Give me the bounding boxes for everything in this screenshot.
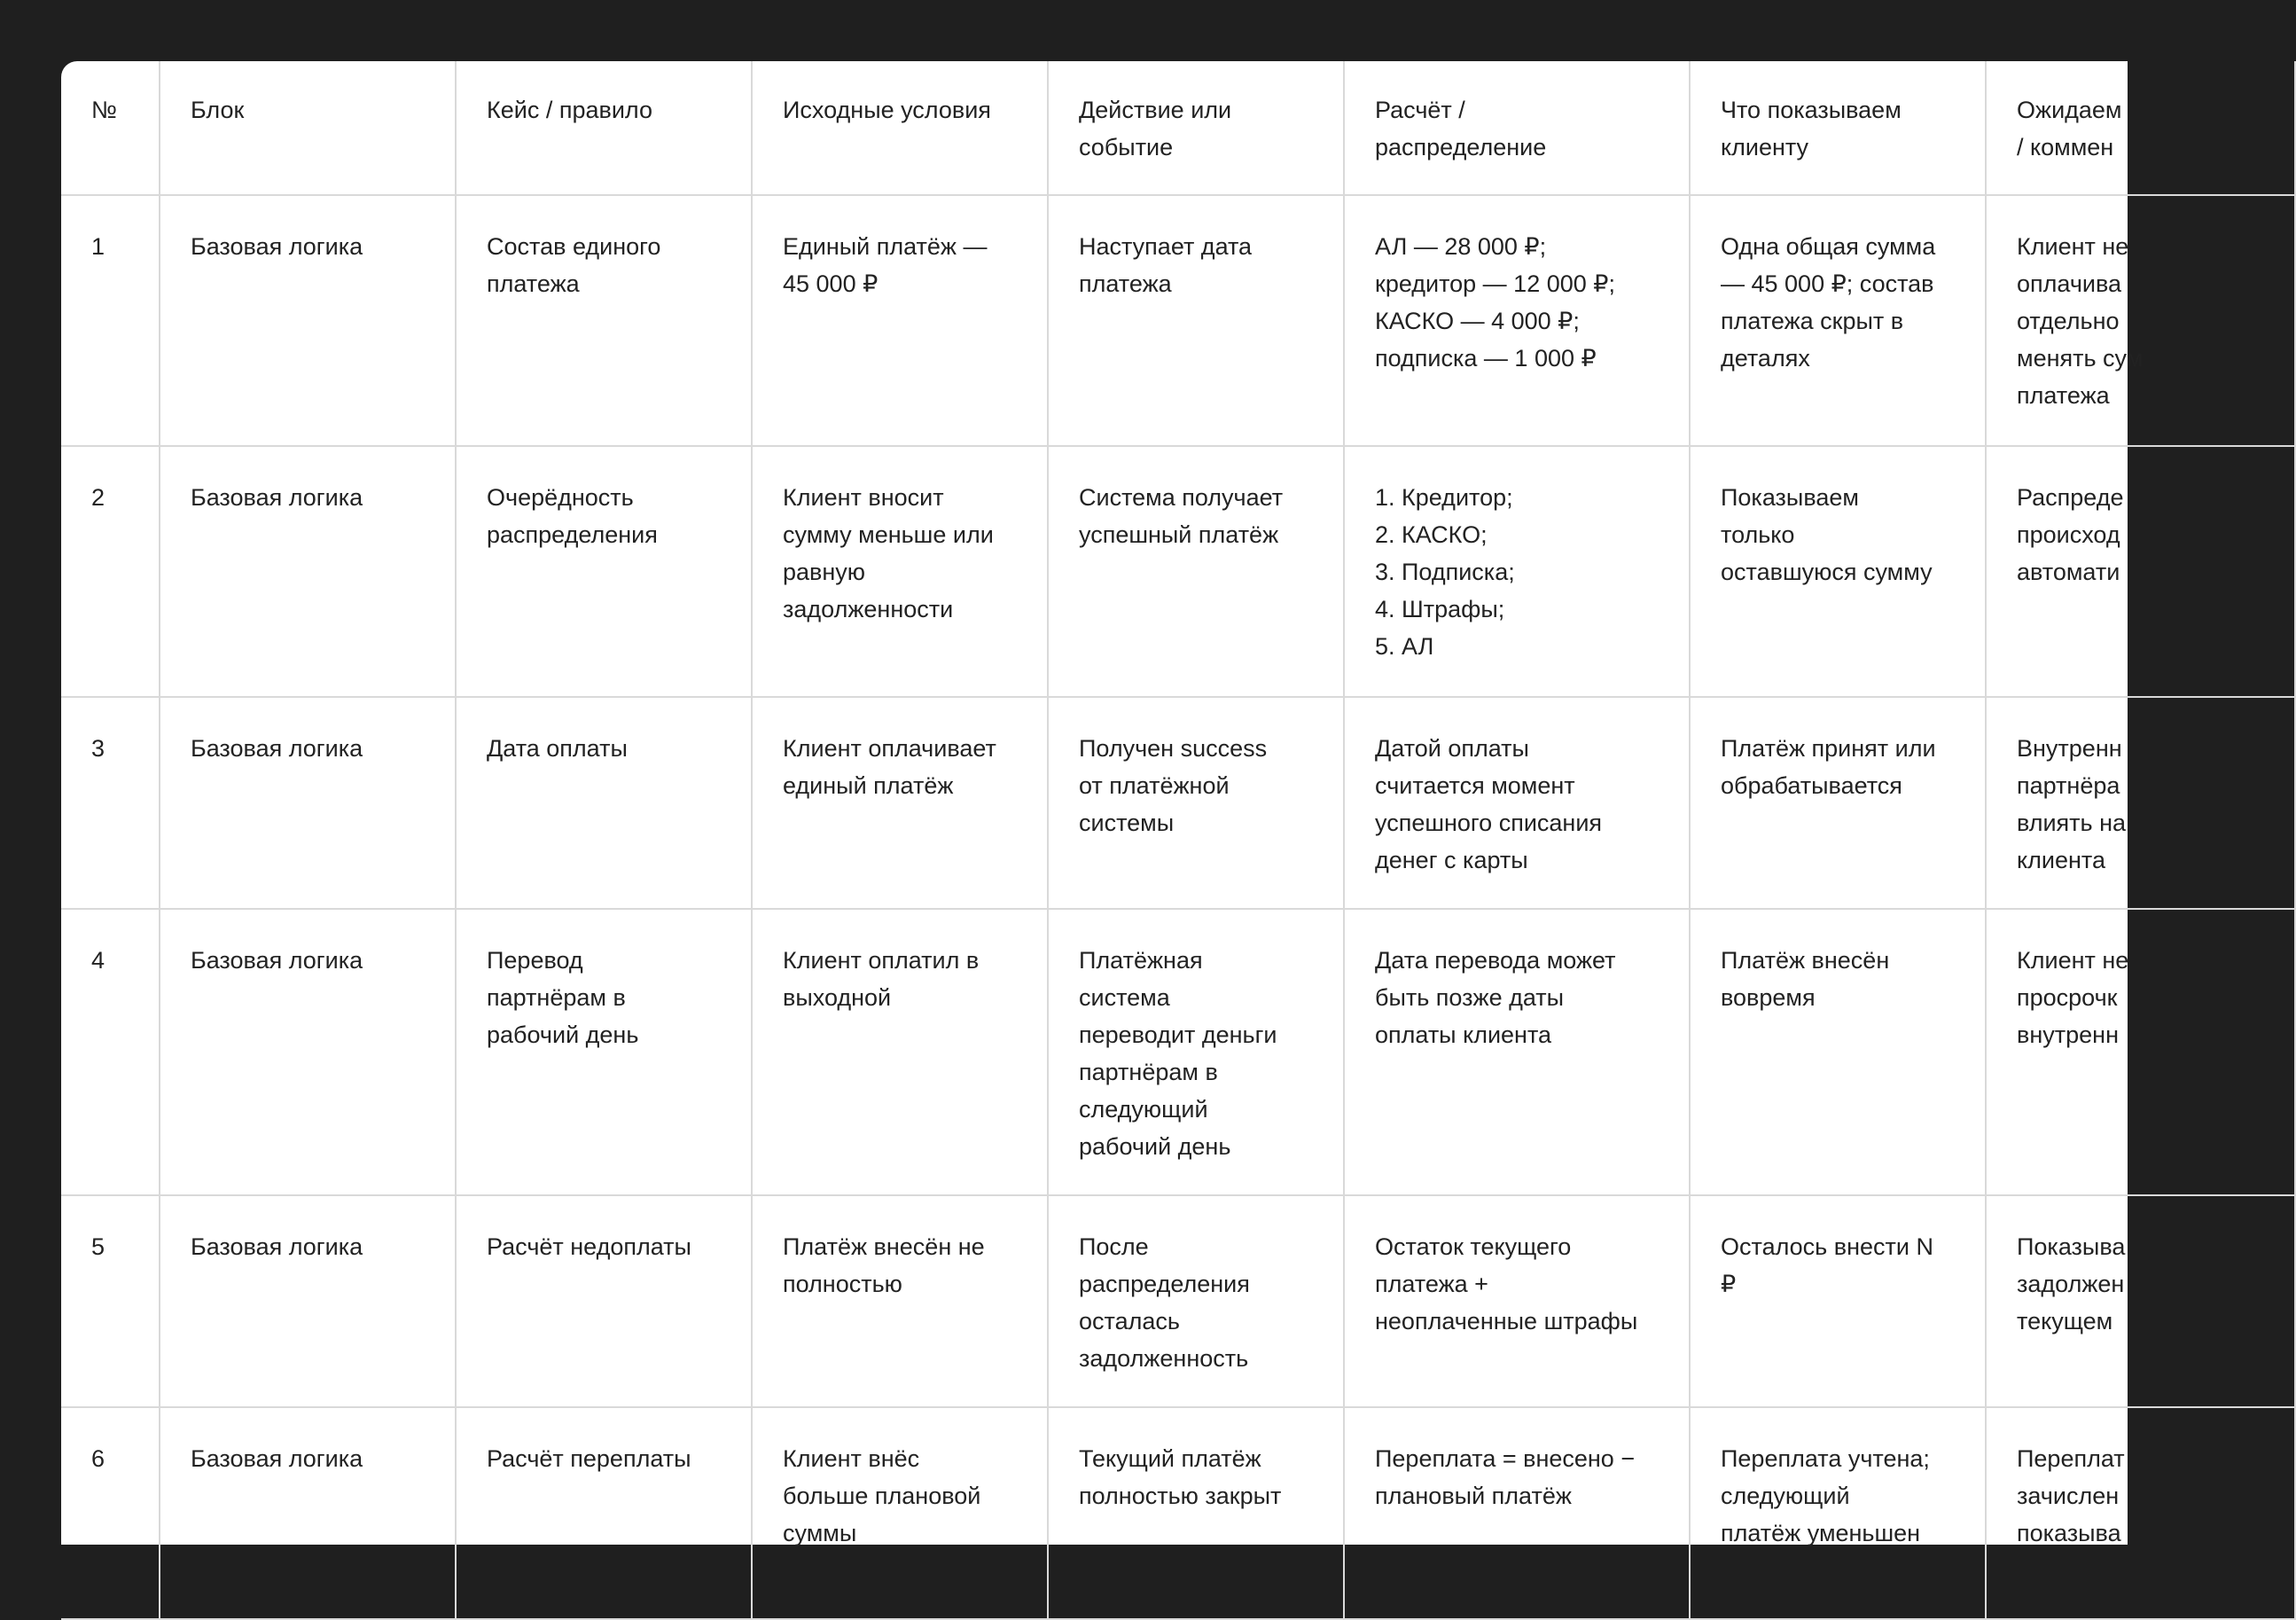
table-row: [61, 1407, 2295, 1619]
cell-case-rule: Расчёт недоплаты: [456, 1195, 752, 1407]
cell-calculation: Дата перевода может быть позже даты оплаты клиента: [1344, 909, 1690, 1195]
header-block: Блок: [160, 61, 456, 195]
cell-number: 2: [61, 446, 160, 697]
payment-rules-table: [61, 61, 2296, 1620]
cell-action-event: Наступает дата платежа: [1048, 195, 1344, 446]
cell-expected-comment: Распреде происход автомати: [1986, 446, 2295, 697]
cell-shown-to-client: Показываем только оставшуюся сумму: [1690, 446, 1986, 697]
header-number: №: [61, 61, 160, 195]
cell-block: Базовая логика: [160, 909, 456, 1195]
cell-block: Базовая логика: [160, 1195, 456, 1407]
cell-shown-to-client: Одна общая сумма — 45 000 ₽; состав платежа скрыт в деталях: [1690, 195, 1986, 446]
cell-number: 6: [61, 1407, 160, 1619]
cell-case-rule: Дата оплаты: [456, 697, 752, 909]
cell-initial-conditions: Клиент внёс больше плановой суммы: [752, 1407, 1048, 1619]
cell-action-event: Получен success от платёжной системы: [1048, 697, 1344, 909]
cell-number: 4: [61, 909, 160, 1195]
cell-number: 3: [61, 697, 160, 909]
cell-expected-comment: Переплат зачислен показыва: [1986, 1407, 2295, 1619]
cell-initial-conditions: Клиент оплатил в выходной: [752, 909, 1048, 1195]
cell-calculation: Остаток текущего платежа + неоплаченные штрафы: [1344, 1195, 1690, 1407]
table-row: [61, 697, 2295, 909]
cell-block: Базовая логика: [160, 446, 456, 697]
cell-initial-conditions: Клиент вносит сумму меньше или равную задолженности: [752, 446, 1048, 697]
cell-initial-conditions: Платёж внесён не полностью: [752, 1195, 1048, 1407]
header-initial-conditions: Исходные условия: [752, 61, 1048, 195]
cell-calculation: АЛ — 28 000 ₽; кредитор — 12 000 ₽; КАСКО — 4 000 ₽; подписка — 1 000 ₽: [1344, 195, 1690, 446]
table-row: [61, 195, 2295, 446]
cell-action-event: Платёжная система переводит деньги партнёрам в следующий рабочий день: [1048, 909, 1344, 1195]
cell-expected-comment: Показыва задолжен текущем: [1986, 1195, 2295, 1407]
header-expected-comment: Ожидаем / коммен: [1986, 61, 2295, 195]
header-shown-to-client: Что показываем клиенту: [1690, 61, 1986, 195]
header-action-event: Действие или событие: [1048, 61, 1344, 195]
cell-action-event: Система получает успешный платёж: [1048, 446, 1344, 697]
header-case-rule: Кейс / правило: [456, 61, 752, 195]
cell-shown-to-client: Платёж внесён вовремя: [1690, 909, 1986, 1195]
cell-case-rule: Состав единого платежа: [456, 195, 752, 446]
header-row: [61, 61, 2295, 195]
cell-action-event: После распределения осталась задолженность: [1048, 1195, 1344, 1407]
cell-initial-conditions: Единый платёж — 45 000 ₽: [752, 195, 1048, 446]
spreadsheet-panel: [61, 61, 2144, 1546]
cell-case-rule: Очерёдность распределения: [456, 446, 752, 697]
cell-case-rule: Расчёт переплаты: [456, 1407, 752, 1619]
cell-expected-comment: Клиент не оплачива отдельно менять сум платежа: [1986, 195, 2295, 446]
cell-expected-comment: Клиент не просрочк внутренн: [1986, 909, 2295, 1195]
cell-expected-comment: Внутренн партнёра влиять на клиента: [1986, 697, 2295, 909]
header-calculation: Расчёт / распределение: [1344, 61, 1690, 195]
cell-calculation: 1. Кредитор; 2. КАСКО; 3. Подписка; 4. Штрафы; 5. АЛ: [1344, 446, 1690, 697]
table-row: [61, 1195, 2295, 1407]
cell-shown-to-client: Осталось внести N ₽: [1690, 1195, 1986, 1407]
cell-block: Базовая логика: [160, 697, 456, 909]
table-row: [61, 446, 2295, 697]
cell-number: 1: [61, 195, 160, 446]
cell-calculation: Переплата = внесено − плановый платёж: [1344, 1407, 1690, 1619]
cell-block: Базовая логика: [160, 195, 456, 446]
cell-block: Базовая логика: [160, 1407, 456, 1619]
cell-initial-conditions: Клиент оплачивает единый платёж: [752, 697, 1048, 909]
table-row: [61, 909, 2295, 1195]
cell-shown-to-client: Переплата учтена; следующий платёж уменьшен: [1690, 1407, 1986, 1619]
cell-case-rule: Перевод партнёрам в рабочий день: [456, 909, 752, 1195]
cell-action-event: Текущий платёж полностью закрыт: [1048, 1407, 1344, 1619]
cell-number: 5: [61, 1195, 160, 1407]
cell-calculation: Датой оплаты считается момент успешного списания денег с карты: [1344, 697, 1690, 909]
cell-shown-to-client: Платёж принят или обрабатывается: [1690, 697, 1986, 909]
